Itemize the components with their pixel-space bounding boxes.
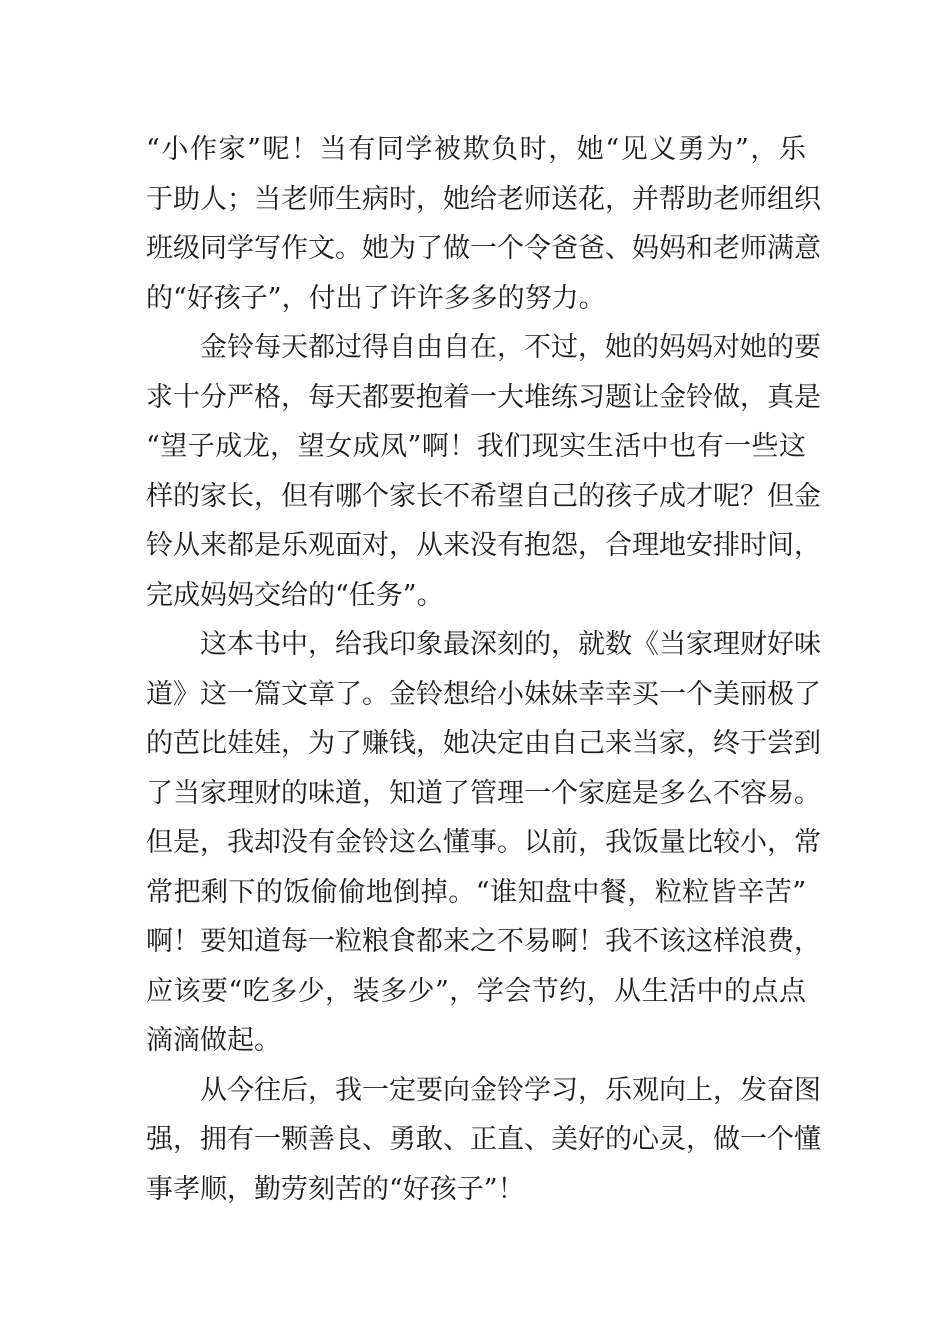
text-line: 金铃每天都过得自由自在，不过，她的妈妈对她的要 bbox=[146, 332, 821, 363]
body-text bbox=[146, 125, 821, 1214]
text-line: 铃从来都是乐观面对，从来没有抱怨，合理地安排时间， bbox=[146, 530, 821, 561]
text-line: 道》这一篇文章了。金铃想给小妹妹幸幸买一个美丽极了 bbox=[146, 678, 821, 710]
text-line: 班级同学写作文。她为了做一个令爸爸、妈妈和老师满意 bbox=[146, 233, 821, 264]
text-line: 强，拥有一颗善良、勇敢、正直、美好的心灵，做一个懂 bbox=[146, 1124, 821, 1155]
text-line: 了当家理财的味道，知道了管理一个家庭是多么不容易。 bbox=[146, 777, 821, 809]
text-line: 的“好孩子”，付出了许许多多的努力。 bbox=[146, 282, 606, 314]
text-line: 样的家长，但有哪个家长不希望自己的孩子成才呢？但金 bbox=[146, 480, 821, 512]
text-line: 从今往后，我一定要向金铃学习，乐观向上，发奋图 bbox=[146, 1074, 821, 1106]
text-line: 应该要“吃多少，装多少”，学会节约，从生活中的点点 bbox=[146, 975, 806, 1007]
text-line: 于助人；当老师生病时，她给老师送花，并帮助老师组织 bbox=[146, 183, 821, 215]
text-line: 这本书中，给我印象最深刻的，就数《当家理财好味 bbox=[146, 629, 821, 660]
text-line: “望子成龙，望女成凤”啊！我们现实生活中也有一些这 bbox=[146, 431, 806, 462]
text-line: 常把剩下的饭偷偷地倒掉。“谁知盘中餐，粒粒皆辛苦” bbox=[146, 876, 806, 908]
text-line: 完成妈妈交给的“任务”。 bbox=[146, 579, 444, 611]
text-line: 滴滴做起。 bbox=[146, 1025, 281, 1056]
text-line: 事孝顺，勤劳刻苦的“好孩子”！ bbox=[146, 1173, 525, 1205]
text-line: 求十分严格，每天都要抱着一大堆练习题让金铃做，真是 bbox=[146, 381, 821, 413]
text-line: 的芭比娃娃，为了赚钱，她决定由自己来当家，终于尝到 bbox=[146, 728, 821, 759]
text-line: 但是，我却没有金铃这么懂事。以前，我饭量比较小，常 bbox=[146, 827, 821, 858]
text-line: “小作家”呢！当有同学被欺负时，她“见义勇为”，乐 bbox=[146, 134, 806, 165]
text-line: 啊！要知道每一粒粮食都来之不易啊！我不该这样浪费， bbox=[146, 926, 821, 957]
